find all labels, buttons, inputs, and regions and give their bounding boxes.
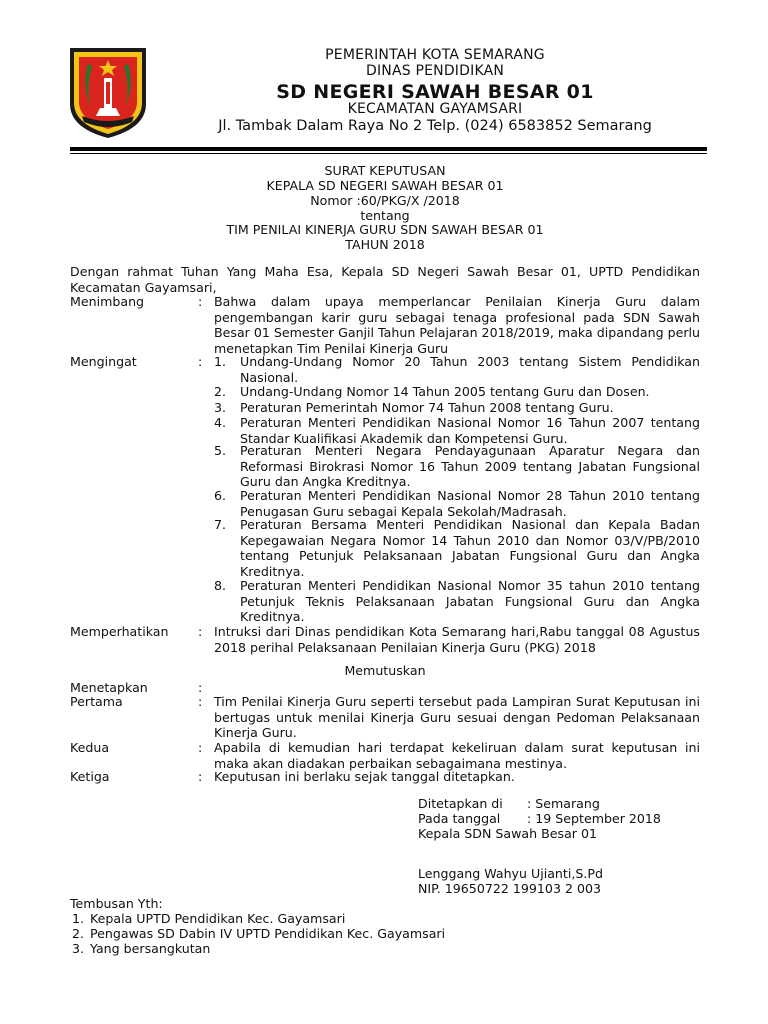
tembusan-item: Pengawas SD Dabin IV UPTD Pendidikan Kec. Gayamsari: [90, 926, 446, 941]
letterhead-thick-rule: [70, 147, 707, 151]
mengingat-item-number: 3.: [214, 400, 227, 415]
mengingat-item: Peraturan Pemerintah Nomor 74 Tahun 2008 tentang Guru.: [240, 400, 614, 415]
tembusan-item-number: 2.: [72, 926, 85, 941]
menetapkan-colon: :: [198, 680, 203, 695]
mengingat-item: Undang-Undang Nomor 20 Tahun 2003 tentang Sistem Pendidikan Nasional.: [240, 354, 700, 385]
mengingat-item: Peraturan Menteri Pendidikan Nasional Nomor 35 tahun 2010 tentang Petunjuk Teknis Pelaksanaan Jabatan Fungsional Guru dan Angka Kreditnya.: [240, 578, 700, 624]
mengingat-label: Mengingat: [70, 354, 137, 369]
mengingat-item-number: 1.: [214, 354, 227, 369]
memutuskan-heading: Memutuskan: [344, 663, 426, 678]
tembusan-item: Yang bersangkutan: [90, 941, 211, 956]
title-kepala: KEPALA SD NEGERI SAWAH BESAR 01: [266, 178, 504, 193]
pertama-colon: :: [198, 694, 203, 709]
signature-place-label: Ditetapkan di: [418, 796, 503, 811]
menetapkan-label: Menetapkan: [70, 680, 148, 695]
kedua-text: Apabila di kemudian hari terdapat kekeliruan dalam surat keputusan ini maka akan diadakan perbaikan sebagaimana mestinya.: [214, 740, 700, 771]
intro-paragraph: Dengan rahmat Tuhan Yang Maha Esa, Kepala SD Negeri Sawah Besar 01, UPTD Pendidikan Kecamatan Gayamsari,: [70, 264, 700, 295]
mengingat-item-number: 4.: [214, 415, 227, 430]
signature-date-value: : 19 September 2018: [527, 811, 661, 826]
letterhead-department: DINAS PENDIDIKAN: [365, 63, 505, 79]
letterhead-thin-rule: [70, 153, 707, 154]
ketiga-label: Ketiga: [70, 769, 110, 784]
letterhead-government: PEMERINTAH KOTA SEMARANG: [325, 47, 545, 63]
title-surat-keputusan: SURAT KEPUTUSAN: [324, 163, 446, 178]
signature-date-label: Pada tanggal: [418, 811, 501, 826]
letterhead-address: Jl. Tambak Dalam Raya No 2 Telp. (024) 6583852 Semarang: [218, 118, 652, 134]
signature-place-value: : Semarang: [527, 796, 600, 811]
tembusan-title: Tembusan Yth:: [70, 896, 163, 911]
mengingat-item-number: 6.: [214, 488, 227, 503]
mengingat-item: Peraturan Menteri Negara Pendayagunaan Aparatur Negara dan Reformasi Birokrasi Nomor 16 Tahun 2009 tentang Jabatan Fungsional Guru dan Angka Kreditnya.: [240, 443, 700, 489]
kedua-colon: :: [198, 740, 203, 755]
signature-name: Lenggang Wahyu Ujianti,S.Pd: [418, 866, 603, 881]
menimbang-text: Bahwa dalam upaya memperlancar Penilaian Kinerja Guru dalam pengembangan karir guru sebagai tenaga profesional pada SDN Sawah Besar 01 Semester Ganjil Tahun Pelajaran 2018/2019, maka dipandang perlu menetapkan Tim Penilai Kinerja Guru: [214, 294, 700, 356]
title-tentang: tentang: [360, 208, 410, 223]
letterhead-school-name: SD NEGERI SAWAH BESAR 01: [276, 81, 594, 103]
city-emblem-logo: [66, 44, 150, 140]
memperhatikan-colon: :: [198, 624, 203, 639]
menimbang-label: Menimbang: [70, 294, 145, 309]
mengingat-item: Peraturan Menteri Pendidikan Nasional Nomor 28 Tahun 2010 tentang Penugasan Guru sebagai Kepala Sekolah/Madrasah.: [240, 488, 700, 519]
mengingat-item: Peraturan Menteri Pendidikan Nasional Nomor 16 Tahun 2007 tentang Standar Kualifikasi Akademik dan Kompetensi Guru.: [240, 415, 700, 446]
ketiga-text: Keputusan ini berlaku sejak tanggal ditetapkan.: [214, 769, 515, 784]
title-subject: TIM PENILAI KINERJA GURU SDN SAWAH BESAR 01: [226, 222, 544, 237]
tembusan-item-number: 1.: [72, 911, 85, 926]
mengingat-item-number: 2.: [214, 384, 227, 399]
ketiga-colon: :: [198, 769, 203, 784]
memperhatikan-text: Intruksi dari Dinas pendidikan Kota Semarang hari,Rabu tanggal 08 Agustus 2018 perihal Pelaksanaan Penilaian Kinerja Guru (PKG) 2018: [214, 624, 700, 655]
kedua-label: Kedua: [70, 740, 110, 755]
title-nomor: Nomor :60/PKG/X /2018: [310, 193, 460, 208]
signature-nip: NIP. 19650722 199103 2 003: [418, 881, 602, 896]
mengingat-item: Peraturan Bersama Menteri Pendidikan Nasional dan Kepala Badan Kepegawaian Negara Nomor 14 Tahun 2010 dan Nomor 03/V/PB/2010 tentang Petunjuk Pelaksanaan Jabatan Fungsional Guru dan Angka Kreditnya.: [240, 517, 700, 579]
pertama-label: Pertama: [70, 694, 123, 709]
mengingat-colon: :: [198, 354, 203, 369]
pertama-text: Tim Penilai Kinerja Guru seperti tersebut pada Lampiran Surat Keputusan ini bertugas untuk menilai Kinerja Guru sesuai dengan Pedoman Pelaksanaan Kinerja Guru.: [214, 694, 700, 740]
signature-position: Kepala SDN Sawah Besar 01: [418, 826, 598, 841]
mengingat-item-number: 7.: [214, 517, 227, 532]
mengingat-item-number: 8.: [214, 578, 227, 593]
letterhead-district: KECAMATAN GAYAMSARI: [347, 101, 523, 117]
mengingat-item: Undang-Undang Nomor 14 Tahun 2005 tentang Guru dan Dosen.: [240, 384, 650, 399]
title-year: TAHUN 2018: [345, 237, 425, 252]
tembusan-item: Kepala UPTD Pendidikan Kec. Gayamsari: [90, 911, 346, 926]
memperhatikan-label: Memperhatikan: [70, 624, 169, 639]
menimbang-colon: :: [198, 294, 203, 309]
mengingat-item-number: 5.: [214, 443, 227, 458]
tembusan-item-number: 3.: [72, 941, 85, 956]
